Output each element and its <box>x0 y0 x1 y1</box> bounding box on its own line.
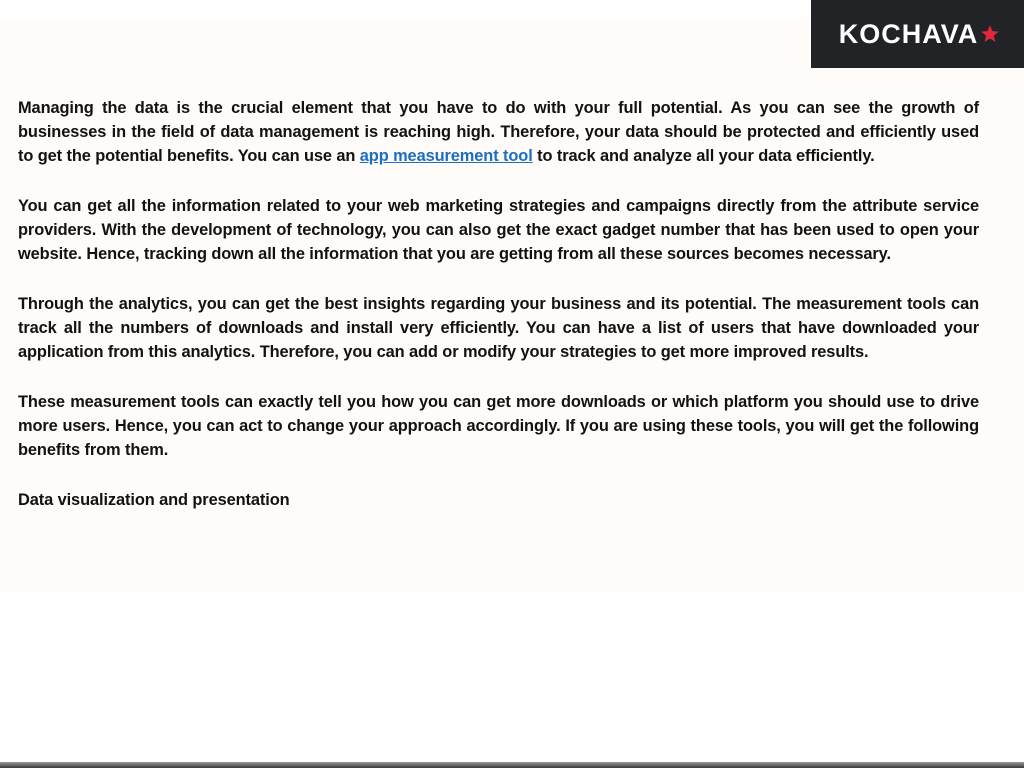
paragraph-2: You can get all the information related to your web marketing strategies and campaigns directly from the attribute service providers. With the development of technology, you can also get the exact gadget number that has been used to open your website. Hence, tracking down all the information that you are getting from all these sources becomes necessary. <box>18 197 979 263</box>
kochava-logo <box>811 0 1024 68</box>
bottom-border <box>0 762 1024 768</box>
paragraph-1-text-end: to track and analyze all your data efficiently. <box>532 147 875 165</box>
article-body <box>18 96 979 538</box>
paragraph-3: Through the analytics, you can get the best insights regarding your business and its potential. The measurement tools can track all the numbers of downloads and install very efficiently. You can have a list of users that have downloaded your application from this analytics. Therefore, you can add or modify your strategies to get more improved results. <box>18 295 979 361</box>
logo-text: KOCHAVA <box>838 18 979 49</box>
paragraph-5-heading: Data visualization and presentation <box>18 491 290 509</box>
star-icon <box>980 24 1000 44</box>
app-measurement-tool-link[interactable]: app measurement tool <box>359 147 533 165</box>
paragraph-1-text-start: Managing the data is the crucial element that you have to do with your full potential. As you can see the growth of businesses in the field of data management is reaching high. Therefore, your data should be protected and efficiently used to get the potential benefits. You can use an <box>18 99 979 165</box>
paragraph-4: These measurement tools can exactly tell you how you can get more downloads or which platform you should use to drive more users. Hence, you can act to change your approach accordingly. If you are using these tools, you will get the following benefits from them. <box>18 393 979 459</box>
paragraph-1 <box>18 96 979 168</box>
